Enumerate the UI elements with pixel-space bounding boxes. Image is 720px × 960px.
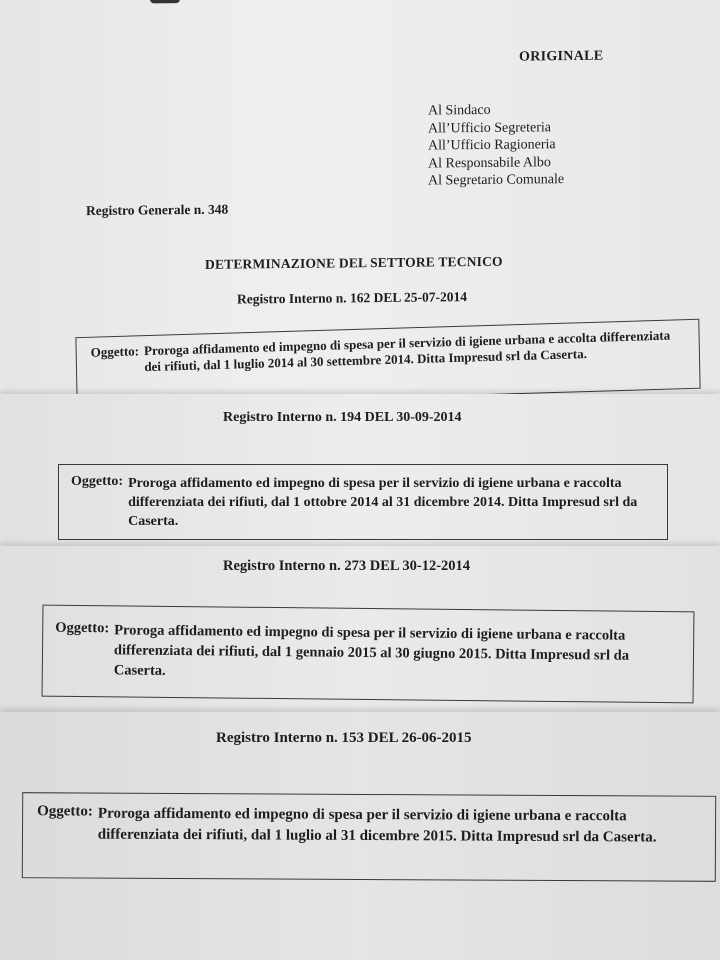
oggetto-box-4 [22,792,716,882]
registro-interno-2: Registro Interno n. 194 DEL 30-09-2014 [223,410,462,425]
oggetto-label: Oggetto: [90,343,140,360]
recipient-item: All’Ufficio Ragioneria [428,137,556,154]
oggetto-box-2 [58,464,668,540]
recipients-list [428,101,564,190]
paper-strip-3 [0,546,720,718]
oggetto-text: Proroga affidamento ed impegno di spesa per il servizio di igiene urbana e accolta differenziata dei rifiuti, dal 1 luglio 2014 al 30 settembre 2014. Ditta Impresud srl da Caserta. [143,327,671,375]
paper-strip-1 [0,0,720,408]
oggetto-label: Oggetto: [37,803,93,820]
recipient-item: Al Responsabile Albo [428,154,551,172]
paper-strip-4 [0,712,720,960]
oggetto-box-3 [42,605,695,704]
oggetto-text: Proroga affidamento ed impegno di spesa per il servizio di igiene urbana e raccolta differenziata dei rifiuti, dal 1 gennaio 2015 al 30 giugno 2015. Ditta Impresud srl da Caserta. [113,622,630,679]
document-title: DETERMINAZIONE DEL SETTORE TECNICO [205,253,503,272]
recipient-item: Al Segretario Comunale [428,172,565,189]
paper-strip-2 [0,394,720,552]
oggetto-label: Oggetto: [55,619,110,637]
registro-generale: Registro Generale n. 348 [86,201,229,219]
recipient-item: Al Sindaco [428,102,491,119]
originale-stamp: ORIGINALE [519,48,604,65]
paper-clip-mark [150,0,180,3]
recipient-item: All’Ufficio Segreteria [428,119,551,137]
oggetto-label: Oggetto: [71,474,124,489]
registro-interno-4: Registro Interno n. 153 DEL 26-06-2015 [216,730,472,746]
oggetto-text: Proroga affidamento ed impegno di spesa per il servizio di igiene urbana e raccolta differenziata dei rifiuti, dal 1 luglio al 31 dicembre 2015. Ditta Impresud srl da Caserta. [97,805,657,846]
registro-interno-1: Registro Interno n. 162 DEL 25-07-2014 [237,289,468,307]
oggetto-text: Proroga affidamento ed impegno di spesa per il servizio di igiene urbana e raccolta differenziata dei rifiuti, dal 1 ottobre 2014 al 31 dicembre 2014. Ditta Impresud srl da Caserta. [128,476,638,529]
registro-interno-3: Registro Interno n. 273 DEL 30-12-2014 [223,558,471,574]
